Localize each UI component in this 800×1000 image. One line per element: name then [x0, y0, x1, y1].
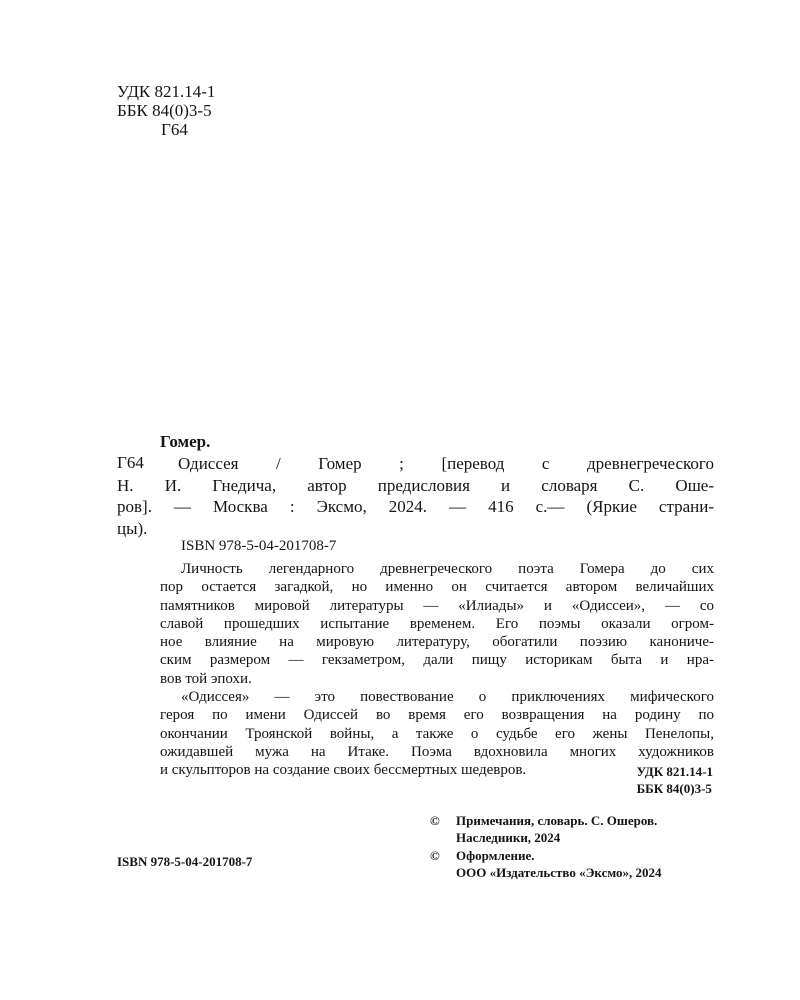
catalog-codes-top — [117, 82, 215, 139]
copyright-block — [430, 812, 662, 882]
copyright-publisher: ООО «Издательство «Эксмо», 2024 — [456, 865, 662, 881]
isbn-bottom: ISBN 978-5-04-201708-7 — [117, 854, 253, 869]
bib-line: ров]. — Москва : Эксмо, 2024. — 416 с.— (Яркие страни- — [117, 497, 714, 516]
copyright-design: Оформление. — [456, 847, 535, 863]
copyright-symbol: © — [430, 813, 440, 828]
author-heading: Гомер. — [160, 432, 211, 451]
udk-code: УДК 821.14-1 — [117, 82, 216, 101]
annotation-line: вов той эпохи. — [160, 670, 252, 687]
bbk-code: ББК 84(0)3-5 — [117, 101, 212, 120]
annotation-line: «Одиссея» — это повествование о приключениях мифического — [181, 689, 714, 706]
annotation-line: и скульпторов на создание своих бессмертных шедевров. — [160, 762, 527, 779]
bib-author-mark: Г64 — [117, 453, 144, 472]
annotation-line: ное влияние на мировую литературу, обогатили поэзию канониче- — [160, 634, 714, 651]
copyright-notes-holder: Наследники, 2024 — [456, 830, 561, 846]
udk-code-bottom: УДК 821.14-1 — [636, 764, 713, 779]
author-mark: Г64 — [161, 120, 188, 139]
annotation — [160, 560, 714, 780]
annotation-line: памятников мировой литературы — «Илиады» и «Одиссеи», — со — [160, 597, 714, 614]
bbk-code-bottom: ББК 84(0)3-5 — [636, 781, 712, 796]
annotation-line: ским размером — гекзаметром, дали пищу историкам быта и нра- — [160, 652, 714, 669]
bib-line: Н. И. Гнедича, автор предисловия и словаря С. Оше- — [117, 475, 714, 495]
annotation-line: ожидавшей мужа на Итаке. Поэма вдохновила многих художников — [160, 743, 714, 760]
copyright-symbol: © — [430, 847, 440, 863]
annotation-line: Личность легендарного древнегреческого поэта Гомера до сих — [181, 561, 714, 577]
annotation-line: славой прошедших испытание временем. Его поэмы оказали огром- — [160, 615, 714, 632]
isbn-record: ISBN 978-5-04-201708-7 — [181, 538, 337, 554]
catalog-codes-bottom — [637, 763, 713, 797]
copyright-notes: Примечания, словарь. С. Ошеров. — [456, 813, 658, 828]
annotation-line: окончании Троянской войны, а также о судьбе его жены Пенелопы, — [160, 725, 714, 742]
bib-line: Одиссея / Гомер ; [перевод с древнегреческого — [178, 454, 714, 473]
annotation-line: пор остается загадкой, но именно он считается автором величайших — [160, 579, 714, 596]
bib-line: цы). — [117, 518, 148, 538]
annotation-line: героя по имени Одиссей во время его возвращения на родину по — [160, 707, 714, 724]
